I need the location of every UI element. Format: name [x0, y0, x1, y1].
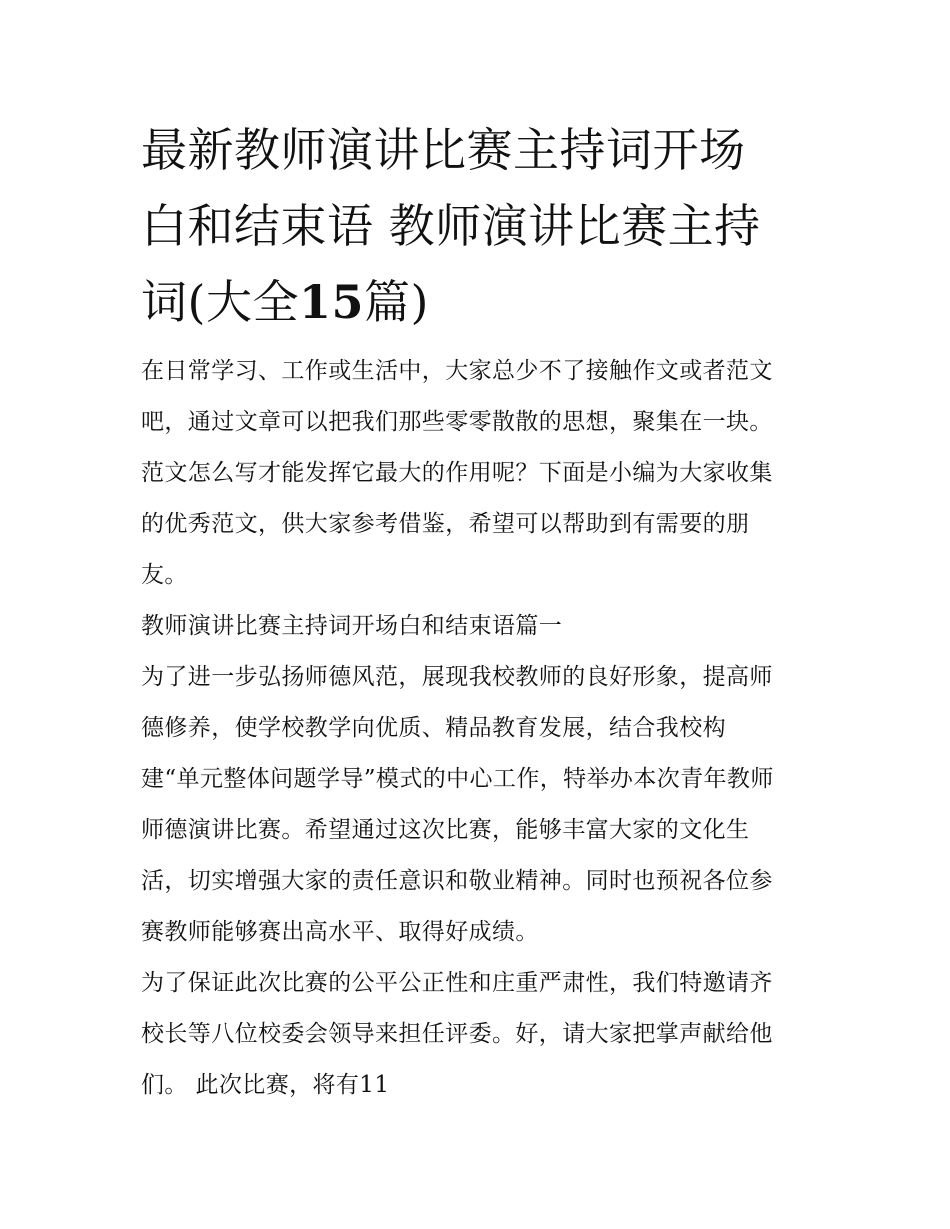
body-paragraph: [141, 958, 821, 1111]
text-line: 德修养，使学校教学向优质、精品教育发展，结合我校构: [141, 715, 726, 741]
text-line: 们。 此次比赛，将有11: [141, 1072, 390, 1098]
title-line: [141, 264, 821, 340]
section-heading: [141, 601, 821, 652]
text-line: 为了进一步弘扬师德风范，展现我校教师的良好形象，提高师: [141, 664, 773, 690]
title-number: 15: [298, 275, 364, 329]
title-text: 词(大全: [141, 275, 299, 329]
text-line: 教师演讲比赛主持词开场白和结束语篇一: [141, 613, 563, 639]
text-line: 赛教师能够赛出高水平、取得好成绩。: [141, 919, 539, 945]
text-line: 活，切实增强大家的责任意识和敬业精神。同时也预祝各位参: [141, 868, 773, 894]
text-line: 范文怎么写才能发挥它最大的作用呢？下面是小编为大家收集: [141, 460, 773, 486]
text-line: 师德演讲比赛。希望通过这次比赛，能够丰富大家的文化生: [141, 817, 750, 843]
body-paragraph: [141, 652, 821, 958]
text-line: 在日常学习、工作或生活中，大家总少不了接触作文或者范文: [141, 358, 773, 384]
document-title: [141, 112, 821, 340]
text-line: 校长等八位校委会领导来担任评委。好，请大家把掌声献给他: [141, 1021, 773, 1047]
document-body: [141, 346, 821, 1111]
title-line: 最新教师演讲比赛主持词开场: [141, 123, 746, 177]
text-line: 为了保证此次比赛的公平公正性和庄重严肃性，我们特邀请齐: [141, 970, 773, 996]
intro-paragraph: [141, 346, 821, 601]
text-line: 吧，通过文章可以把我们那些零零散散的思想，聚集在一块。: [141, 409, 773, 435]
title-text: 篇): [363, 275, 429, 329]
title-line: 白和结束语 教师演讲比赛主持: [141, 199, 761, 253]
text-line: 的优秀范文，供大家参考借鉴，希望可以帮助到有需要的朋: [141, 511, 750, 537]
text-line: 友。: [141, 562, 188, 588]
document-page: [141, 112, 821, 1111]
text-line: 建“单元整体问题学导”模式的中心工作，特举办本次青年教师: [141, 766, 774, 792]
